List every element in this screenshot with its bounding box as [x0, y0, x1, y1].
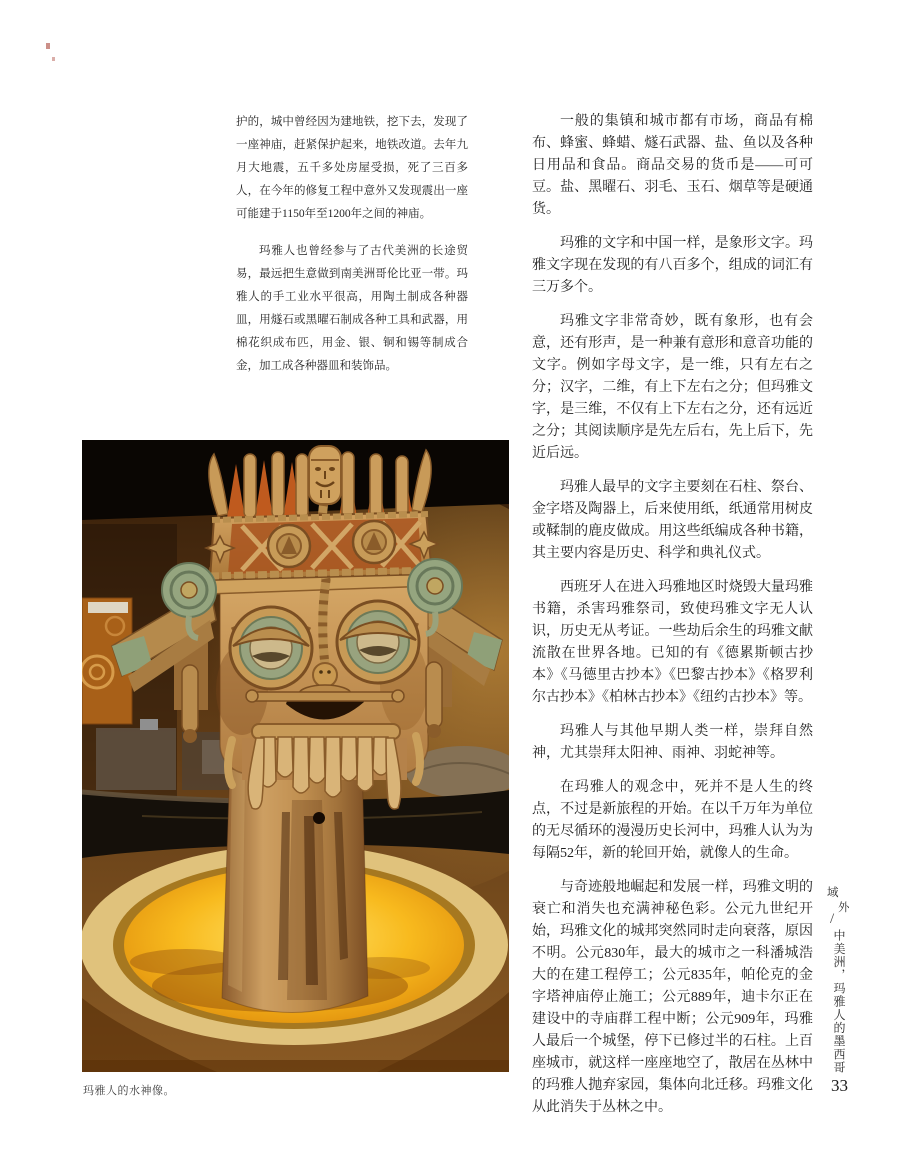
statue-right-eye — [337, 601, 419, 683]
paragraph: 一般的集镇和城市都有市场，商品有棉布、蜂蜜、蜂蜡、燧石武器、盐、鱼以及各种日用品和食品。商品交易的货币是——可可豆。盐、黑曜石、羽毛、玉石、烟草等是硬通货。 — [532, 114, 813, 217]
photo-caption: 玛雅人的水神像。 — [83, 1085, 175, 1097]
right-text-column — [532, 111, 813, 1131]
print-speck — [52, 57, 55, 61]
sidebar-chapter-title: 中美洲，玛雅人的墨西哥 — [832, 929, 846, 1075]
sidebar-category-char: 外 — [838, 902, 850, 914]
maya-water-god-statue-photo — [82, 440, 509, 1072]
paragraph: 在玛雅人的观念中，死并不是人生的终点，不过是新旅程的开始。在以千万年为单位的无尽循环的漫漫历史长河中，玛雅人认为为每隔52年，新的轮回开始，就像人的生命。 — [532, 780, 813, 861]
paragraph: 玛雅文字非常奇妙，既有象形，也有会意，还有形声，是一种兼有意形和意音功能的文字。例如字母文字，是一维，只有左右之分；汉字，二维，有上下左右之分；但玛雅文字，是三维，不仅有上下左右之分，还有远近之分；其阅读顺序是先左后右，先上后下，先近后远。 — [532, 314, 813, 461]
sidebar-slash: / — [830, 911, 835, 927]
crown-crest-face — [309, 446, 341, 504]
paragraph: 玛雅人也曾经参与了古代美洲的长途贸易，最远把生意做到南美洲哥伦比亚一带。玛雅人的手工业水平很高，用陶土制成各种器皿，用燧石或黑曜石制成各种工具和武器，用棉花织成布匹，用金、银、铜和锡等制成合金，加工成各种器皿和装饰品。 — [236, 245, 468, 372]
paragraph: 护的，城中曾经因为建地铁，挖下去，发现了一座神庙，赶紧保护起来，地铁改道。去年九月大地震，五千多处房屋受损，死了三百多人，在今年的修复工程中意外又发现震出一座可能建于1150年至1200年之间的神庙。 — [236, 116, 468, 220]
paragraph: 玛雅人与其他早期人类一样，崇拜自然神，尤其崇拜太阳神、雨神、羽蛇神等。 — [532, 724, 813, 761]
paragraph: 玛雅人最早的文字主要刻在石柱、祭台、金字塔及陶器上，后来使用纸，纸通常用树皮或鞣制的鹿皮做成。用这些纸编成各种书籍，其主要内容是历史、科学和典礼仪式。 — [532, 480, 813, 561]
page-number: 33 — [831, 1076, 848, 1095]
paragraph: 与奇迹般地崛起和发展一样，玛雅文明的衰亡和消失也充满神秘色彩。公元九世纪开始，玛雅文化的城邦突然同时走向衰落，原因不明。公元830年，最大的城市之一科潘城浩大的在建工程停工；公元835年，帕伦克的金字塔神庙停止施工；公元889年，迪卡尔正在建设中的寺庙群工程中断；公元909年，玛雅人最后一个城堡，停下已修过半的石柱。上百座城市，就这样一座座地空了，散居在丛林中的玛雅人抛弃家园，集体向北迁移。玛雅文化从此消失于丛林之中。 — [532, 880, 813, 1115]
paragraph: 玛雅的文字和中国一样，是象形文字。玛雅文字现在发现的有八百多个，组成的词汇有三万多个。 — [532, 236, 813, 295]
sidebar-category-char: 域 — [827, 887, 839, 899]
paragraph: 西班牙人在进入玛雅地区时烧毁大量玛雅书籍，杀害玛雅祭司，致使玛雅文字无人认识，历史无从考证。一些劫后余生的玛雅文献流散在世界各地。已知的有《德累斯顿古抄本》《马德里古抄本》《巴黎古抄本》《格罗利尔古抄本》《柏林古抄本》《纽约古抄本》等。 — [532, 580, 813, 705]
left-text-column — [236, 111, 468, 392]
print-speck — [46, 43, 50, 49]
statue-left-eye — [230, 607, 312, 689]
